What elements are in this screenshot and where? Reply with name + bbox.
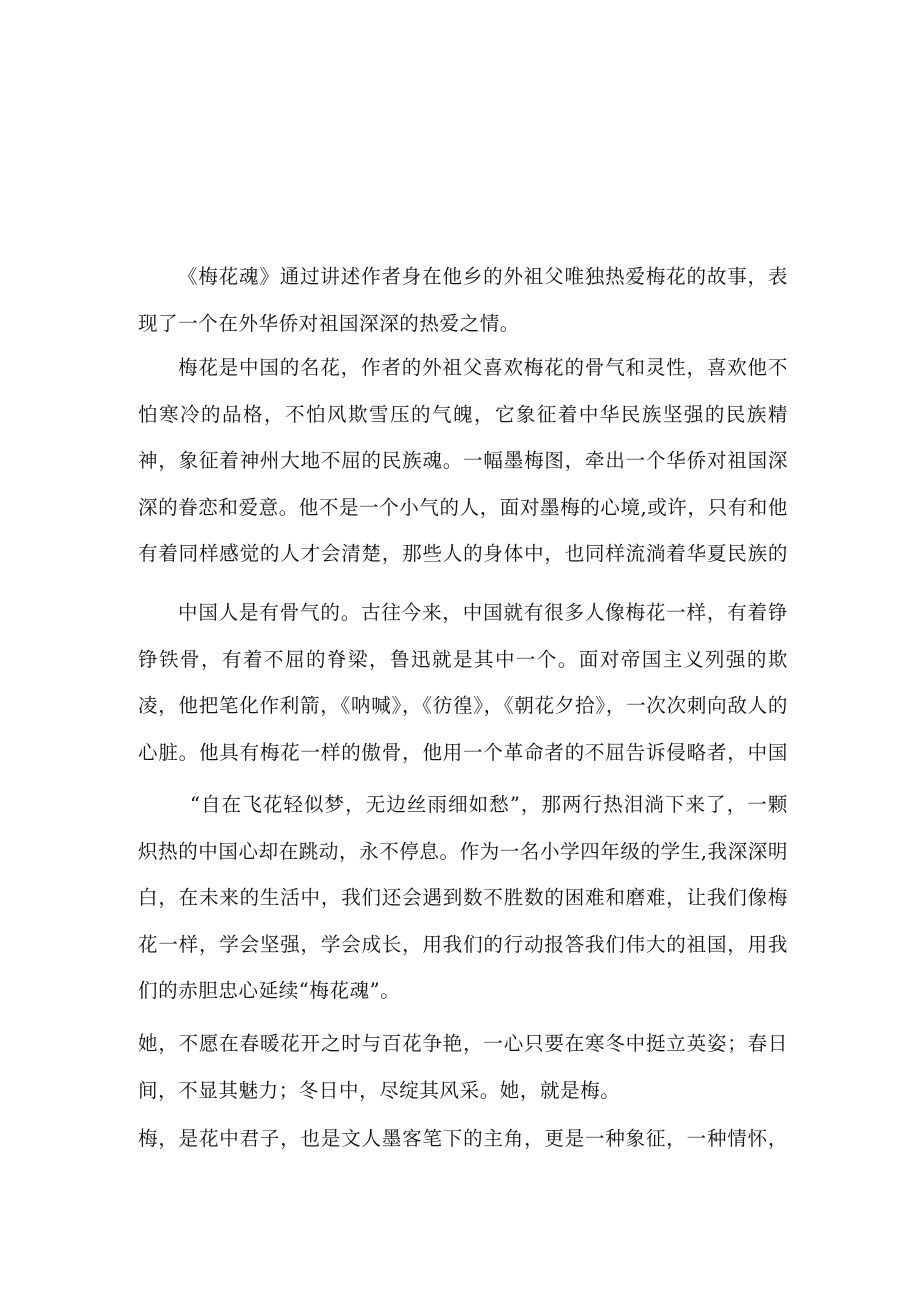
- paragraph-plum-spirit: 梅花是中国的名花，作者的外祖父喜欢梅花的骨气和灵性，喜欢他不怕寒冷的品格，不怕风欺雪压的气魄，它象征着中华民族坚强的民族精神，象征着神州大地不屈的民族魂。一幅墨梅图，牵出一个华侨对祖国深深的眷恋和爱意。他不是一个小气的人，面对墨梅的心境,或许，只有和他有着同样感觉的人才会清楚，那些人的身体中，也同样流淌着华夏民族的: [138, 356, 788, 565]
- paragraph-reflection: “自在飞花轻似梦，无边丝雨细如愁”，那两行热泪淌下来了，一颗炽热的中国心却在跳动，永不停息。作为一名小学四年级的学生,我深深明白，在未来的生活中，我们还会遇到数不胜数的困难和磨难，让我们像梅花一样，学会坚强，学会成长，用我们的行动报答我们伟大的祖国，用我们的赤胆忠心延续“梅花魂”。: [138, 793, 788, 1002]
- paragraph-she-is-plum: 她，不愿在春暖花开之时与百花争艳，一心只要在寒冬中挺立英姿；春日间，不显其魅力；冬日中，尽绽其风采。她，就是梅。: [138, 1032, 788, 1102]
- paragraph-lu-xun: 中国人是有骨气的。古往今来，中国就有很多人像梅花一样，有着铮铮铁骨，有着不屈的脊梁，鲁迅就是其中一个。面对帝国主义列强的欺凌，他把笔化作利箭，《呐喊》，《彷徨》，《朝花夕拾》，一次次刺向敌人的心脏。他具有梅花一样的傲骨，他用一个革命者的不屈告诉侵略者，中国: [138, 601, 788, 764]
- paragraph-intro: 《梅花魂》通过讲述作者身在他乡的外祖父唯独热爱梅花的故事，表现了一个在外华侨对祖国深深的热爱之情。: [138, 265, 788, 335]
- paragraph-plum-gentleman: 梅，是花中君子，也是文人墨客笔下的主角，更是一种象征，一种情怀，: [138, 1127, 788, 1150]
